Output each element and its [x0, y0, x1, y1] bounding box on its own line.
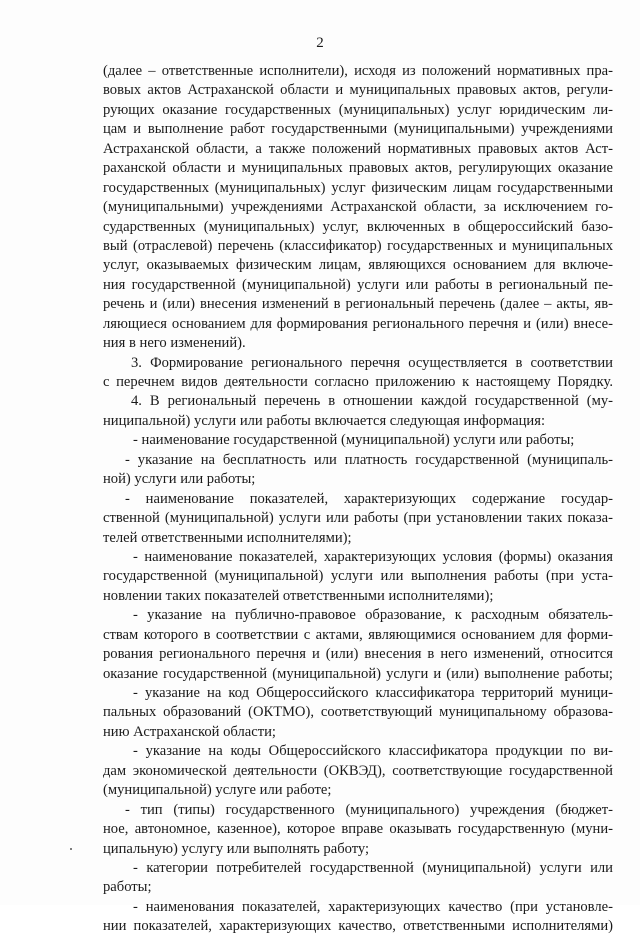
text-line: речень и (или) внесения изменений в региональный перечень (далее – акты, яв- [103, 296, 613, 313]
text-line: государственных (муниципальных) услуг физическим лицам государственными [103, 179, 613, 196]
list-item-line: - указание на коды Общероссийского классификатора продукции по ви- [133, 743, 613, 760]
list-item-line: - указание на публично-правовое образование, к расходным обязатель- [133, 607, 613, 624]
text-line: нию Астраханской области; [103, 723, 276, 740]
text-line: ственной (муниципальной) услуги или работы (при установлении таких показа- [103, 510, 613, 527]
text-line: сударственных (муниципальных) услуг, включенных в общероссийский базо- [103, 218, 613, 235]
text-line: вовых актов Астраханской области и муниципальных правовых актов, регули- [103, 82, 613, 99]
list-item-line: - наименование государственной (муниципальной) услуги или работы; [133, 432, 575, 449]
scan-dot [70, 848, 72, 850]
page-number: 2 [316, 35, 324, 51]
text-line: телей ответственными исполнителями); [103, 529, 352, 546]
text-line: (далее – ответственные исполнители), исходя из положений нормативных пра- [103, 63, 613, 79]
text-line: рования регионального перечня и (или) внесения в него изменений, относится [103, 646, 613, 663]
list-item-line: - наименование показателей, характеризующих условия (формы) оказания [133, 548, 613, 565]
text-line: государственной (муниципальной) услуги или выполнения работы (при уста- [103, 568, 613, 585]
text-line: ния в него изменений). [103, 335, 246, 352]
list-item-line: - категории потребителей государственной (муниципальной) услуги или [133, 859, 613, 876]
text-line: (муниципальными) учреждениями Астраханской области, за исключением го- [103, 199, 613, 216]
paragraph-4-line: 4. В региональный перечень в отношении каждой государственной (му- [131, 393, 613, 410]
list-item-line: - указание на код Общероссийского классификатора территорий муници- [133, 685, 613, 701]
list-item-line: - наименование показателей, характеризующих содержание государ- [125, 490, 613, 507]
text-line: с перечнем видов деятельности согласно приложению к настоящему Порядку. [103, 374, 613, 390]
text-line: пальных образований (ОКТМО), соответствующий муниципальному образова- [103, 704, 613, 721]
list-item-line: - тип (типы) государственного (муниципального) учреждения (бюджет- [125, 801, 613, 818]
text-line: нии показателей, характеризующих качество, ответственными исполнителями) [103, 918, 613, 935]
text-line: оказание государственной (муниципальной) услуги и (или) выполнение работы; [103, 665, 613, 682]
text-line: раханской области и муниципальных правовых актов, регулирующих оказание [103, 160, 613, 177]
text-line: услуг, оказываемых физическим лицам, являющихся основанием для включе- [103, 257, 613, 274]
list-item-line: - наименования показателей, характеризующих качество (при установле- [133, 898, 613, 915]
text-line: (муниципальной) услуге или работе; [103, 782, 332, 799]
text-line: дам экономической деятельности (ОКВЭД), соответствующие государственной [103, 762, 613, 779]
text-line: ное, автономное, казенное), которое вправе оказывать государственную (муни- [103, 821, 613, 838]
list-item-line: - указание на бесплатность или платность государственной (муниципаль- [125, 451, 613, 468]
document-body [103, 62, 613, 937]
text-line: ствам которого в соответствии с актами, являющимися основанием для форми- [103, 626, 613, 643]
text-line: ниципальной) услуги или работы включается следующая информация: [103, 412, 545, 429]
text-line: рующих оказание государственных (муниципальных) услуг юридическим ли- [103, 101, 613, 118]
text-line: ципальную) услугу или выполнять работу; [103, 840, 370, 857]
text-line: работы; [103, 879, 152, 896]
text-line: ной) услуги или работы; [103, 471, 256, 488]
text-line: новлении таких показателей ответственными исполнителями); [103, 587, 494, 604]
text-line: цам и выполнение работ государственными (муниципальными) учреждениями [103, 121, 613, 138]
text-line: вый (отраслевой) перечень (классификатор) государственных и муниципальных [103, 237, 613, 254]
text-line: ния государственной (муниципальной) услуги или работы в региональный пе- [103, 276, 613, 293]
text-line: ляющиеся основанием для формирования регионального перечня и (или) внесе- [103, 315, 613, 332]
paragraph-3-line: 3. Формирование регионального перечня осуществляется в соответствии [131, 354, 613, 371]
text-line: Астраханской области, а также положений нормативных правовых актов Аст- [103, 140, 613, 157]
